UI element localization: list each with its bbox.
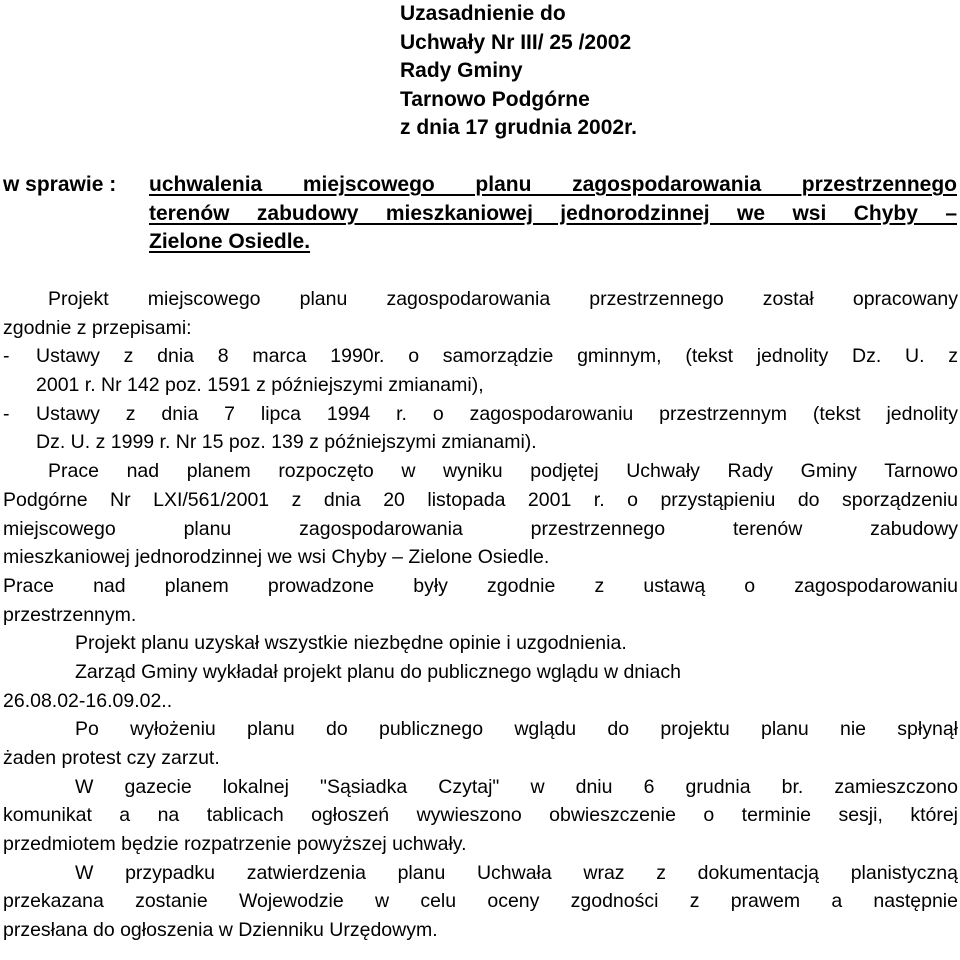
title-line-heading: Uzasadnienie do: [400, 2, 566, 25]
paragraph-line: Prace nad planem rozpoczęto w wyniku podjętej Uchwały Rady Gminy Tarnowo: [48, 460, 958, 483]
subject-label: w sprawie :: [3, 173, 117, 196]
paragraph-line: Zarząd Gminy wykładał projekt planu do publicznego wglądu w dniach: [75, 660, 681, 683]
list-item-text: Ustawy z dnia 7 lipca 1994 r. o zagospodarowaniu przestrzennym (tekst jednolity: [36, 402, 958, 425]
paragraph-line: W przypadku zatwierdzenia planu Uchwała wraz z dokumentacją planistyczną: [75, 861, 958, 884]
list-item: [3, 342, 958, 371]
list-dash: -: [3, 402, 10, 425]
list-item-continuation: 2001 r. Nr 142 poz. 1591 z późniejszymi zmianami),: [36, 374, 484, 397]
document-body: [3, 285, 958, 945]
title-line-date: z dnia 17 grudnia 2002r.: [400, 116, 637, 139]
paragraph-line: 26.08.02-16.09.02..: [3, 689, 173, 712]
list-item-continuation: Dz. U. z 1999 r. Nr 15 poz. 139 z późniejszymi zmianami).: [36, 431, 537, 454]
paragraph-line: przekazana zostanie Wojewodzie w celu oceny zgodności z prawem a następnie: [3, 890, 958, 913]
paragraph-line: Projekt planu uzyskał wszystkie niezbędne opinie i uzgodnienia.: [75, 632, 627, 655]
title-line-council: Rady Gminy: [400, 59, 523, 82]
paragraph-line: mieszkaniowej jednorodzinnej we wsi Chyby – Zielone Osiedle.: [3, 546, 550, 569]
paragraph-line: miejscowego planu zagospodarowania przestrzennego terenów zabudowy: [3, 517, 958, 540]
paragraph-line: W gazecie lokalnej "Sąsiadka Czytaj" w dniu 6 grudnia br. zamieszczono: [75, 775, 958, 798]
title-line-municipality: Tarnowo Podgórne: [400, 87, 590, 111]
paragraph-line: przedmiotem będzie rozpatrzenie powyższej uchwały.: [3, 833, 467, 856]
subject-line: uchwalenia miejscowego planu zagospodarowania przestrzennego: [149, 173, 957, 196]
paragraph-line: zgodnie z przepisami:: [3, 316, 192, 339]
paragraph-line: Projekt miejscowego planu zagospodarowania przestrzennego został opracowany: [48, 288, 958, 310]
paragraph-line: Podgórne Nr LXI/561/2001 z dnia 20 listopada 2001 r. o przystąpieniu do sporządzeniu: [3, 488, 958, 511]
paragraph-line: żaden protest czy zarzut.: [3, 747, 220, 769]
paragraph-line: przestrzennym.: [3, 603, 137, 626]
paragraph-line: Prace nad planem prowadzone były zgodnie z ustawą o zagospodarowaniu: [3, 574, 958, 597]
document-title: [400, 0, 637, 143]
paragraph-line: przesłana do ogłoszenia w Dzienniku Urzędowym.: [3, 919, 438, 942]
list-item: [3, 400, 958, 429]
subject-text: [149, 171, 957, 257]
paragraph-line: Po wyłożeniu planu do publicznego wglądu do projektu planu nie spłynął: [75, 718, 958, 741]
list-dash: -: [3, 345, 10, 368]
title-line-resolution-number: Uchwały Nr III/ 25 /2002: [400, 30, 632, 54]
paragraph-line: komunikat a na tablicach ogłoszeń wywieszono obwieszczenie o terminie sesji, której: [3, 804, 958, 827]
subject-line: terenów zabudowy mieszkaniowej jednorodzinnej we wsi Chyby –: [149, 201, 957, 225]
subject-line: Zielone Osiedle.: [149, 230, 311, 253]
list-item-text: Ustawy z dnia 8 marca 1990r. o samorządzie gminnym, (tekst jednolity Dz. U. z: [36, 345, 958, 368]
